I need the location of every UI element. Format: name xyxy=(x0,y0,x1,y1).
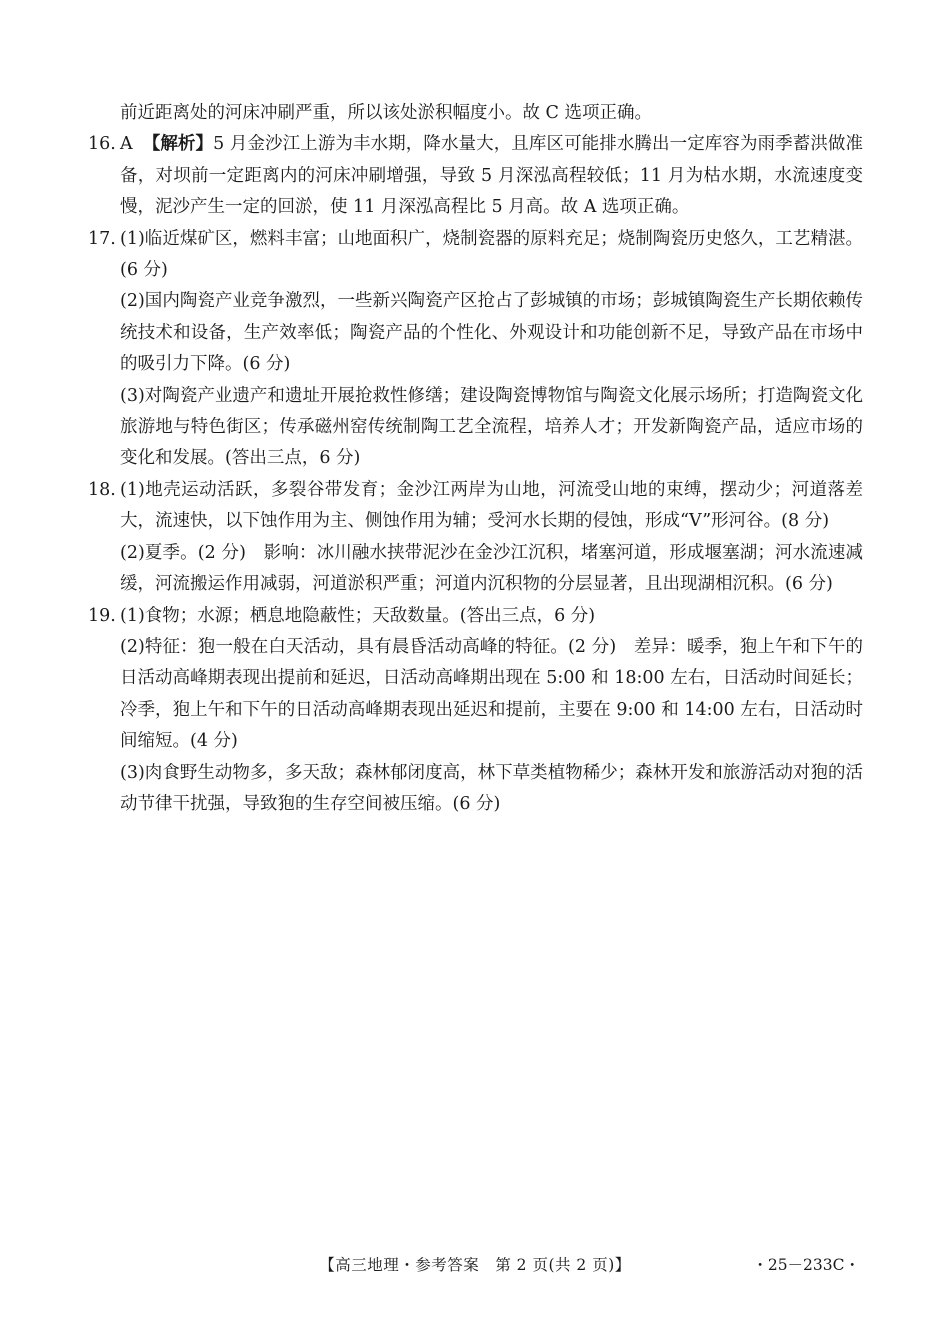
sub-answer-2: (2)夏季。(2 分) 影响：冰川融水挟带泥沙在金沙江沉积，堵塞河道，形成堰塞湖；河水流速减缓，河流搬运作用减弱，河道淤积严重；河道内沉积物的分层显著，且出现湖相沉积。(6 分) xyxy=(120,542,863,595)
item-body xyxy=(120,475,863,601)
answer-choice: A xyxy=(120,134,133,155)
footer-title: 【高三地理・参考答案 第 2 页(共 2 页)】 xyxy=(319,1256,631,1274)
sub-answer-3: (3)对陶瓷产业遗产和遗址开展抢救性修缮；建设陶瓷博物馆与陶瓷文化展示场所；打造陶瓷文化旅游地与特色街区；传承磁州窑传统制陶工艺全流程，培养人才；开发新陶瓷产品，适应市场的变化和发展。(答出三点，6 分) xyxy=(120,385,863,469)
answer-item-16 xyxy=(88,129,863,223)
answer-item-17 xyxy=(88,224,863,475)
sub-answer-1: (1)地壳运动活跃，多裂谷带发育；金沙江两岸为山地，河流受山地的束缚，摆动少；河道落差大，流速快，以下蚀作用为主、侧蚀作用为辅；受河水长期的侵蚀，形成“V”形河谷。(8 分) xyxy=(120,479,863,532)
item-body xyxy=(120,129,863,223)
sub-answer-2: (2)特征：狍一般在白天活动，具有晨昏活动高峰的特征。(2 分) 差异：暖季，狍上午和下午的日活动高峰期表现出提前和延迟，日活动高峰期出现在 5:00 和 18:00 左右，日活动时间延长；冷季，狍上午和下午的日活动高峰期表现出延迟和提前，主要在 9:00 和 14:00 左右，日活动时间缩短。(4 分) xyxy=(120,636,863,752)
sub-answer-2: (2)国内陶瓷产业竞争激烈，一些新兴陶瓷产区抢占了彭城镇的市场；彭城镇陶瓷生产长期依赖传统技术和设备，生产效率低；陶瓷产品的个性化、外观设计和功能创新不足，导致产品在市场中的吸引力下降。(6 分) xyxy=(120,291,863,375)
item-body xyxy=(120,601,863,821)
sub-answer-3: (3)肉食野生动物多，多天敌；森林郁闭度高，林下草类植物稀少；森林开发和旅游活动对狍的活动节律干扰强，导致狍的生存空间被压缩。(6 分) xyxy=(120,762,863,814)
item-number: 18. xyxy=(88,479,116,500)
analysis-text: 5 月金沙江上游为丰水期，降水量大，且库区可能排水腾出一定库容为雨季蓄洪做准备，对坝前一定距离内的河床冲刷增强，导致 5 月深泓高程较低；11 月为枯水期，水流速度变慢，泥沙产生一定的回淤，使 11 月深泓高程比 5 月高。故 A 选项正确。 xyxy=(120,134,863,218)
item-number: 19. xyxy=(88,605,116,626)
page-footer xyxy=(0,1250,950,1280)
item-number: 16. xyxy=(88,134,116,155)
answer-item-18 xyxy=(88,475,863,601)
item-body xyxy=(120,224,863,475)
footer-code: ・25－233C・ xyxy=(752,1256,860,1274)
sub-answer-1: (1)食物；水源；栖息地隐蔽性；天敌数量。(答出三点，6 分) xyxy=(120,605,596,626)
sub-answer-1: (1)临近煤矿区，燃料丰富；山地面积广，烧制瓷器的原料充足；烧制陶瓷历史悠久，工艺精湛。(6 分) xyxy=(120,228,863,281)
continuation-text: 前近距离处的河床冲刷严重，所以该处淤积幅度小。故 C 选项正确。 xyxy=(120,103,653,123)
answer-item-19 xyxy=(88,601,863,821)
answer-content xyxy=(88,98,863,820)
analysis-label: 【解析】 xyxy=(142,134,214,155)
item-number: 17. xyxy=(88,228,116,249)
